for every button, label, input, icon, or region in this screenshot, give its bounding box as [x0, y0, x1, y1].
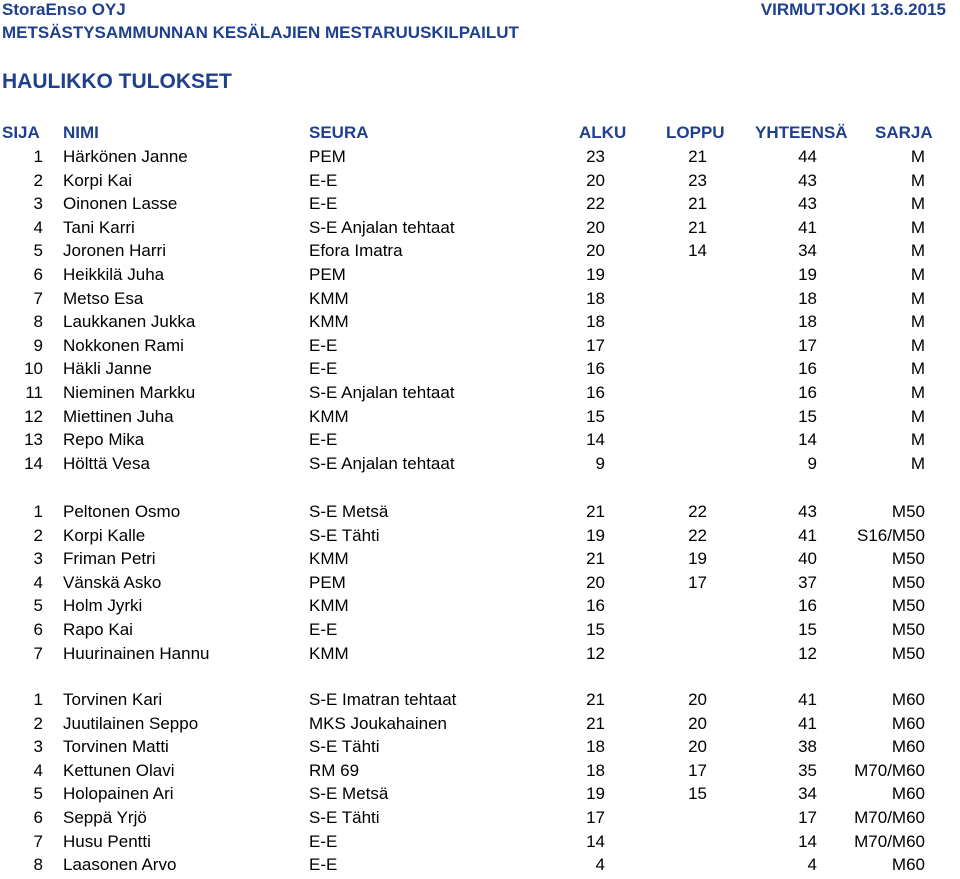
name: Korpi Kalle: [63, 525, 146, 545]
total-score: 37: [798, 572, 817, 592]
rank: 14: [24, 453, 43, 473]
name: Husu Pentti: [63, 831, 151, 851]
start-score: 18: [586, 288, 605, 308]
club: S-E Anjalan tehtaat: [309, 217, 455, 237]
total-score: 43: [798, 170, 817, 190]
document-header: [0, 0, 946, 22]
rank: 3: [33, 737, 43, 757]
table-row: [0, 808, 960, 832]
club: Efora Imatra: [309, 241, 403, 261]
col-nimi: NIMI: [63, 123, 99, 142]
total-score: 41: [798, 525, 817, 545]
table-row: [0, 502, 960, 526]
start-score: 17: [586, 335, 605, 355]
category: M: [910, 194, 925, 214]
category: M: [910, 406, 925, 426]
event-name: METSÄSTYSAMMUNNAN KESÄLAJIEN MESTARUUSKILPAILUT: [2, 23, 519, 42]
end-score: 20: [688, 713, 707, 733]
category: M: [910, 335, 925, 355]
total-score: 35: [798, 760, 817, 780]
total-score: 44: [798, 147, 817, 166]
table-row: [0, 194, 960, 218]
start-score: 22: [586, 194, 605, 214]
total-score: 40: [798, 549, 817, 569]
category: M: [910, 170, 925, 190]
total-score: 14: [798, 831, 817, 851]
category: M: [910, 147, 925, 166]
category: M50: [891, 549, 925, 569]
start-score: 20: [586, 170, 605, 190]
col-sarja: SARJA: [875, 123, 933, 142]
category: M70/M60: [854, 760, 925, 780]
category: M50: [891, 502, 925, 521]
rank: 12: [24, 406, 43, 426]
club: KMM: [309, 312, 349, 332]
start-score: 14: [586, 430, 605, 450]
start-score: 21: [586, 690, 605, 709]
club: PEM: [309, 572, 346, 592]
end-score: 22: [688, 525, 707, 545]
name: Laasonen Arvo: [63, 855, 177, 875]
name: Laukkanen Jukka: [63, 312, 196, 332]
name: Miettinen Juha: [63, 406, 174, 426]
start-score: 21: [586, 549, 605, 569]
rank: 1: [33, 147, 43, 166]
category: M: [910, 288, 925, 308]
rank: 5: [33, 596, 43, 616]
table-row: [0, 241, 960, 265]
name: Friman Petri: [63, 549, 156, 569]
rank: 1: [33, 502, 43, 521]
table-row: [0, 784, 960, 808]
total-score: 15: [798, 406, 817, 426]
club: S-E Anjalan tehtaat: [309, 383, 455, 402]
club: E-E: [309, 620, 338, 639]
table-row: [0, 454, 960, 478]
club: PEM: [309, 265, 346, 284]
start-score: 19: [586, 784, 605, 804]
club: E-E: [309, 359, 338, 379]
col-seura: SEURA: [309, 123, 369, 142]
start-score: 18: [586, 737, 605, 757]
name: Oinonen Lasse: [63, 194, 178, 214]
start-score: 19: [586, 265, 605, 284]
table-row: [0, 620, 960, 644]
name: Holopainen Ari: [63, 784, 174, 804]
name: Joronen Harri: [63, 241, 166, 261]
category: M: [910, 383, 925, 402]
col-sija: SIJA: [2, 123, 40, 142]
table-row: [0, 690, 960, 714]
table-row: [0, 312, 960, 336]
category: M60: [891, 737, 925, 757]
rank: 4: [33, 217, 43, 237]
total-score: 18: [798, 288, 817, 308]
table-row: [0, 832, 960, 856]
name: Torvinen Kari: [63, 690, 163, 709]
category: M: [910, 217, 925, 237]
col-loppu: LOPPU: [666, 123, 725, 142]
end-score: 20: [688, 690, 707, 709]
table-row: [0, 714, 960, 738]
table-row: [0, 855, 960, 879]
total-score: 15: [798, 620, 817, 639]
club: KMM: [309, 406, 349, 426]
rank: 2: [33, 170, 43, 190]
rank: 9: [33, 335, 43, 355]
total-score: 9: [807, 453, 817, 473]
table-row: [0, 761, 960, 785]
table-row: [0, 359, 960, 383]
end-score: 23: [688, 170, 707, 190]
category: S16/M50: [856, 525, 925, 545]
rank: 1: [33, 690, 43, 709]
rank: 3: [33, 549, 43, 569]
name: Nieminen Markku: [63, 383, 196, 402]
start-score: 16: [586, 359, 605, 379]
start-score: 20: [586, 217, 605, 237]
category: M60: [891, 855, 925, 875]
category: M: [910, 265, 925, 284]
category: M60: [891, 713, 925, 733]
total-score: 41: [798, 713, 817, 733]
place-date: VIRMUTJOKI 13.6.2015: [760, 0, 946, 19]
table-row: [0, 430, 960, 454]
col-yhteensa: YHTEENSÄ: [755, 123, 848, 142]
table-row: [0, 407, 960, 431]
table-row: [0, 147, 960, 171]
club: E-E: [309, 855, 338, 875]
start-score: 21: [586, 502, 605, 521]
table-row: [0, 549, 960, 573]
category: M: [910, 430, 925, 450]
end-score: 19: [688, 549, 707, 569]
category: M50: [891, 596, 925, 616]
page-title: HAULIKKO TULOKSET: [2, 70, 232, 93]
total-score: 16: [798, 359, 817, 379]
start-score: 12: [586, 643, 605, 663]
table-row: [0, 171, 960, 195]
total-score: 18: [798, 312, 817, 332]
rank: 10: [24, 359, 43, 379]
start-score: 15: [586, 406, 605, 426]
category: M: [910, 359, 925, 379]
name: Härkönen Janne: [63, 147, 188, 166]
name: Häkli Janne: [63, 359, 152, 379]
rank: 8: [33, 312, 43, 332]
name: Repo Mika: [63, 430, 145, 450]
rank: 6: [33, 265, 43, 284]
club: KMM: [309, 288, 349, 308]
club: KMM: [309, 596, 349, 616]
rank: 6: [33, 620, 43, 639]
name: Peltonen Osmo: [63, 502, 181, 521]
start-score: 15: [586, 620, 605, 639]
start-score: 16: [586, 383, 605, 402]
start-score: 20: [586, 572, 605, 592]
name: Holm Jyrki: [63, 596, 143, 616]
end-score: 20: [688, 737, 707, 757]
name: Torvinen Matti: [63, 737, 169, 757]
start-score: 20: [586, 241, 605, 261]
club: E-E: [309, 194, 338, 214]
name: Metso Esa: [63, 288, 144, 308]
start-score: 17: [586, 808, 605, 827]
total-score: 12: [798, 643, 817, 663]
name: Heikkilä Juha: [63, 265, 165, 284]
category: M: [910, 241, 925, 261]
name: Seppä Yrjö: [63, 808, 147, 827]
table-row: [0, 596, 960, 620]
club: KMM: [309, 643, 349, 663]
category: M: [910, 312, 925, 332]
total-score: 43: [798, 194, 817, 214]
club: E-E: [309, 335, 338, 355]
total-score: 34: [798, 784, 817, 804]
table-row: [0, 526, 960, 550]
start-score: 23: [586, 147, 605, 166]
name: Nokkonen Rami: [63, 335, 184, 355]
total-score: 4: [807, 855, 817, 875]
total-score: 19: [798, 265, 817, 284]
total-score: 17: [798, 335, 817, 355]
category: M60: [891, 690, 925, 709]
table-row: [0, 737, 960, 761]
rank: 11: [25, 383, 43, 402]
end-score: 14: [688, 241, 707, 261]
name: Hölttä Vesa: [63, 453, 150, 473]
start-score: 14: [586, 831, 605, 851]
name: Kettunen Olavi: [63, 760, 175, 780]
rank: 5: [33, 241, 43, 261]
end-score: 17: [688, 760, 707, 780]
organization-name: StoraEnso OYJ: [2, 0, 126, 19]
rank: 7: [33, 288, 43, 308]
category: M: [910, 453, 925, 473]
end-score: 21: [688, 147, 707, 166]
start-score: 4: [595, 855, 605, 875]
table-row: [0, 336, 960, 360]
table-row: [0, 289, 960, 313]
end-score: 22: [688, 502, 707, 521]
category: M50: [891, 620, 925, 639]
table-row: [0, 644, 960, 668]
total-score: 17: [798, 808, 817, 827]
rank: 2: [33, 525, 43, 545]
total-score: 34: [798, 241, 817, 261]
total-score: 41: [798, 690, 817, 709]
name: Tani Karri: [63, 217, 135, 237]
table-row: [0, 383, 960, 407]
rank: 7: [33, 831, 43, 851]
rank: 3: [33, 194, 43, 214]
end-score: 21: [688, 194, 707, 214]
start-score: 21: [586, 713, 605, 733]
name: Korpi Kai: [63, 170, 132, 190]
club: PEM: [309, 147, 346, 166]
club: RM 69: [309, 760, 360, 780]
rank: 5: [33, 784, 43, 804]
club: S-E Tähti: [309, 525, 380, 545]
start-score: 19: [586, 525, 605, 545]
category: M50: [891, 572, 925, 592]
start-score: 9: [595, 453, 605, 473]
start-score: 18: [586, 760, 605, 780]
table-row: [0, 218, 960, 242]
club: E-E: [309, 831, 338, 851]
category: M70/M60: [854, 831, 925, 851]
start-score: 18: [586, 312, 605, 332]
category: M70/M60: [854, 808, 925, 827]
name: Huurinainen Hannu: [63, 643, 210, 663]
total-score: 41: [798, 217, 817, 237]
category: M50: [891, 643, 925, 663]
club: E-E: [309, 170, 338, 190]
name: Juutilainen Seppo: [63, 713, 199, 733]
total-score: 38: [798, 737, 817, 757]
end-score: 21: [688, 217, 707, 237]
col-alku: ALKU: [579, 123, 627, 142]
rank: 2: [33, 713, 43, 733]
rank: 13: [24, 430, 43, 450]
table-row: [0, 573, 960, 597]
end-score: 17: [688, 572, 707, 592]
table-row: [0, 265, 960, 289]
start-score: 16: [586, 596, 605, 616]
club: E-E: [309, 430, 338, 450]
end-score: 15: [688, 784, 707, 804]
club: S-E Anjalan tehtaat: [309, 453, 455, 473]
club: KMM: [309, 549, 349, 569]
category: M60: [891, 784, 925, 804]
club: S-E Tähti: [309, 808, 380, 827]
rank: 7: [33, 643, 43, 663]
rank: 6: [33, 808, 43, 827]
total-score: 43: [798, 502, 817, 521]
club: MKS Joukahainen: [309, 713, 447, 733]
name: Vänskä Asko: [63, 572, 162, 592]
total-score: 14: [798, 430, 817, 450]
club: S-E Imatran tehtaat: [309, 690, 457, 709]
total-score: 16: [798, 596, 817, 616]
total-score: 16: [798, 383, 817, 402]
rank: 8: [33, 855, 43, 875]
name: Rapo Kai: [63, 620, 133, 639]
club: S-E Metsä: [309, 784, 389, 804]
rank: 4: [33, 572, 43, 592]
club: S-E Tähti: [309, 737, 380, 757]
rank: 4: [33, 760, 43, 780]
club: S-E Metsä: [309, 502, 389, 521]
